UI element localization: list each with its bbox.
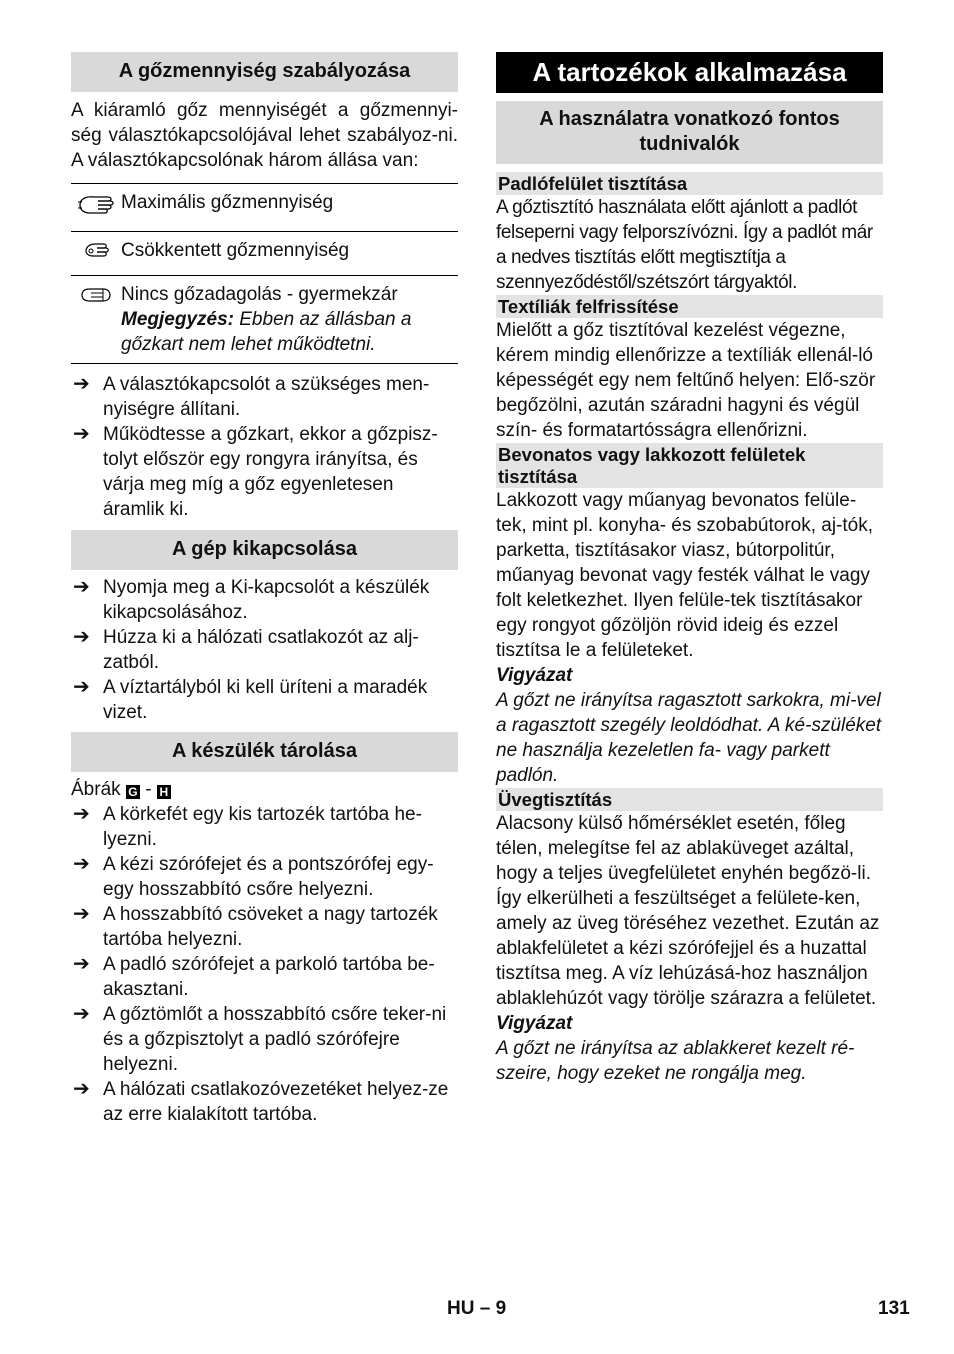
mode-text-block (121, 276, 458, 364)
coated-caution-label: Vigyázat (496, 665, 573, 686)
steam-steps-list (71, 372, 458, 522)
subheading-textile: Textíliák felfrissítése (496, 295, 883, 318)
note-text: Ebben az állásban a gőzkart nem lehet működtetni. (121, 309, 412, 355)
reduced-steam-icon (71, 232, 121, 276)
list-item (71, 952, 458, 1002)
list-item (71, 1002, 458, 1077)
list-item-text: A padló szórófejet a parkoló tartóba be-akasztani. (103, 954, 435, 1000)
list-item (71, 852, 458, 902)
switch-off-steps-list (71, 575, 458, 725)
left-column (71, 52, 458, 1127)
textile-paragraph: Mielőtt a gőz tisztítóval kezelést végezne, kérem mindig ellenőrizze a textíliák ellenál-ló képességét egy nem feltűnő helyen: Elő-ször begőzölni, azután száradni hagyni és végül szín- és formatartósságra ellenőrizni. (496, 320, 876, 441)
list-item-text: A hálózati csatlakozóvezetéket helyez-ze az erre kialakított tartóba. (103, 1079, 449, 1125)
list-item-text: Működtesse a gőzkart, ekkor a gőzpisz-tolyt először egy rongyra irányítsa, és várja meg míg a gőz egyenletesen áramlik ki. (103, 424, 438, 520)
figures-reference (71, 777, 458, 802)
section-heading-steam-regulation: A gőzmennyiség szabályozása (71, 52, 458, 92)
section-heading-important: A használatra vonatkozó fontos tudnivalók (496, 101, 883, 164)
arrow-right-icon: ➔ (73, 373, 90, 395)
arrow-right-icon: ➔ (73, 626, 90, 648)
storage-steps-list (71, 802, 458, 1127)
arrow-right-icon: ➔ (73, 576, 90, 598)
footer-section-label: HU – 9 (447, 1298, 507, 1319)
arrow-right-icon: ➔ (73, 676, 90, 698)
arrow-right-icon: ➔ (73, 803, 90, 825)
arrow-right-icon: ➔ (73, 903, 90, 925)
list-item-text: A víztartályból ki kell üríteni a maradék vizet. (103, 677, 428, 723)
list-item (71, 575, 458, 625)
mode-row (71, 184, 458, 232)
coated-caution-text: A gőzt ne irányítsa ragasztott sarkokra, mi-vel a ragasztott szegély leoldódhat. A ké-szüléket ne használja kezeletlen fa- vagy parkett padlón. (496, 690, 882, 786)
glass-caution-text: A gőzt ne irányítsa az ablakkeret kezelt ré-szeire, hogy ezeket ne rongálja meg. (496, 1038, 855, 1084)
list-item-text: A gőztömlőt a hosszabbító csőre teker-ni és a gőzpisztolyt a padló szórófejre helyezni. (103, 1004, 447, 1075)
mode-row (71, 276, 458, 364)
list-item-text: A körkefét egy kis tartozék tartóba he-lyezni. (103, 804, 422, 850)
list-item-text: Húzza ki a hálózati csatlakozót az alj-zatból. (103, 627, 419, 673)
main-heading: A tartozékok alkalmazása (496, 52, 883, 93)
list-item (71, 675, 458, 725)
arrow-right-icon: ➔ (73, 423, 90, 445)
list-item (71, 422, 458, 522)
list-item (71, 372, 458, 422)
mode-text: Nincs gőzadagolás - gyermekzár (121, 284, 398, 305)
list-item-text: A kézi szórófejet és a pontszórófej egy-egy hosszabbító csőre helyezni. (103, 854, 434, 900)
figures-label: Ábrák (71, 779, 121, 800)
right-column (496, 52, 883, 1086)
subheading-coated: Bevonatos vagy lakkozott felületek tisztítása (496, 443, 883, 488)
max-steam-icon (71, 184, 121, 232)
list-item (71, 802, 458, 852)
arrow-right-icon: ➔ (73, 1003, 90, 1025)
section-heading-switch-off: A gép kikapcsolása (71, 530, 458, 570)
subheading-floor: Padlófelület tisztítása (496, 172, 883, 195)
mode-text: Csökkentett gőzmennyiség (121, 240, 350, 261)
mode-text: Maximális gőzmennyiség (121, 192, 334, 213)
figure-badge-h: H (157, 785, 171, 799)
list-item (71, 902, 458, 952)
footer-page-number: 131 (878, 1298, 910, 1319)
steam-modes-table (71, 183, 458, 364)
mode-row (71, 232, 458, 276)
list-item-text: Nyomja meg a Ki-kapcsolót a készülék kikapcsolásához. (103, 577, 430, 623)
note-label: Megjegyzés: (121, 309, 234, 330)
arrow-right-icon: ➔ (73, 953, 90, 975)
child-lock-icon (71, 276, 121, 364)
list-item (71, 1077, 458, 1127)
list-item (71, 625, 458, 675)
figure-dash: - (145, 779, 152, 800)
coated-paragraph: Lakkozott vagy műanyag bevonatos felüle-tek, mint pl. konyha- és szobabútorok, aj-tók, parketta, tisztításakor viasz, bútorpolitúr, műanyag bevonat vagy festék válhat le vagy folt keletkezhet. Ilyen felüle-tek tisztításakor egy rongyot gőzöljön rövid ideig és ezzel tisztítsa le a felületeket. (496, 490, 874, 661)
glass-paragraph: Alacsony külső hőmérséklet esetén, főleg télen, melegítse fel az ablaküveget azáltal, hogy a teljes üvegfelületet enyhén begőzö-li. Így elkerülheti a feszültséget a felülete-ken, amely az üveg töréséhez vezethet. Ezután az ablakfelületet a kézi szórófejjel és a huzattal tisztítsa meg. A víz lehúzásá-hoz használjon ablaklehúzót vagy törölje szárazra a felületet. (496, 813, 880, 1009)
list-item-text: A választókapcsolót a szükséges men-nyiségre állítani. (103, 374, 430, 420)
figure-badge-g: G (126, 785, 140, 799)
arrow-right-icon: ➔ (73, 1078, 90, 1100)
mode-note (121, 307, 458, 357)
list-item-text: A hosszabbító csöveket a nagy tartozék tartóba helyezni. (103, 904, 438, 950)
subheading-glass: Üvegtisztítás (496, 788, 883, 811)
floor-paragraph: A gőztisztító használata előtt ajánlott a padlót felseperni vagy felporszívózni. Így a padlót már a nedves tisztítás előtt megtisztítja a szennyeződéstől/szétszórt tárgyaktól. (496, 197, 873, 293)
arrow-right-icon: ➔ (73, 853, 90, 875)
steam-intro-paragraph: A kiáramló gőz mennyiségét a gőzmennyi-ség választókapcsolójával lehet szabályoz-ni. A választókapcsolónak három állása van: (71, 100, 458, 171)
glass-caution-label: Vigyázat (496, 1013, 573, 1034)
section-heading-storage: A készülék tárolása (71, 732, 458, 772)
